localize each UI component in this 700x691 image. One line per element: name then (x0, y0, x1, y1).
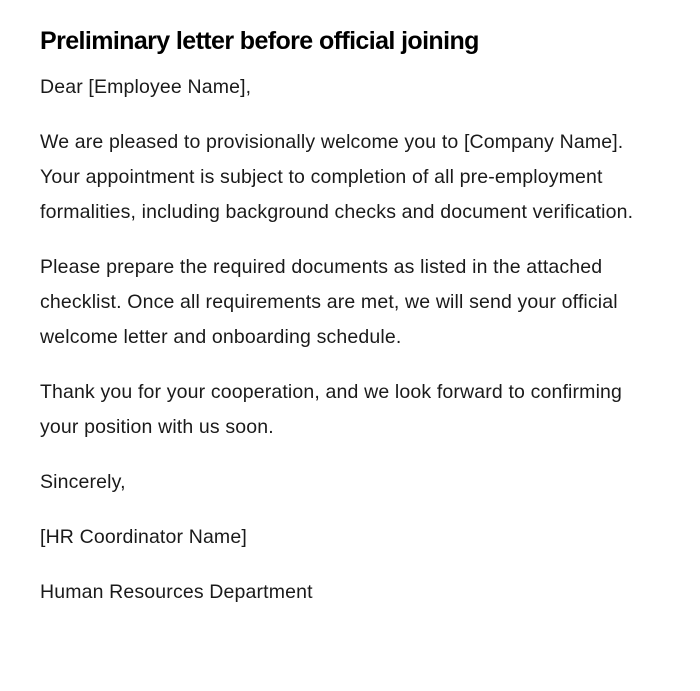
letter-title: Preliminary letter before official joining (40, 27, 479, 55)
signature-name: [HR Coordinator Name] (40, 526, 247, 548)
letter-document (40, 26, 650, 610)
letter-closing: Sincerely, (40, 471, 126, 493)
letter-paragraph-intro: We are pleased to provisionally welcome you to [Company Name]. Your appointment is subject to completion of all pre-employment formalities, including background checks and document verification. (40, 131, 634, 223)
letter-paragraph-documents: Please prepare the required documents as listed in the attached checklist. Once all requirements are met, we will send your official welcome letter and onboarding schedule. (40, 256, 618, 348)
signature-department: Human Resources Department (40, 581, 313, 603)
letter-greeting: Dear [Employee Name], (40, 76, 252, 98)
letter-paragraph-thanks: Thank you for your cooperation, and we look forward to confirming your position with us soon. (40, 381, 623, 438)
